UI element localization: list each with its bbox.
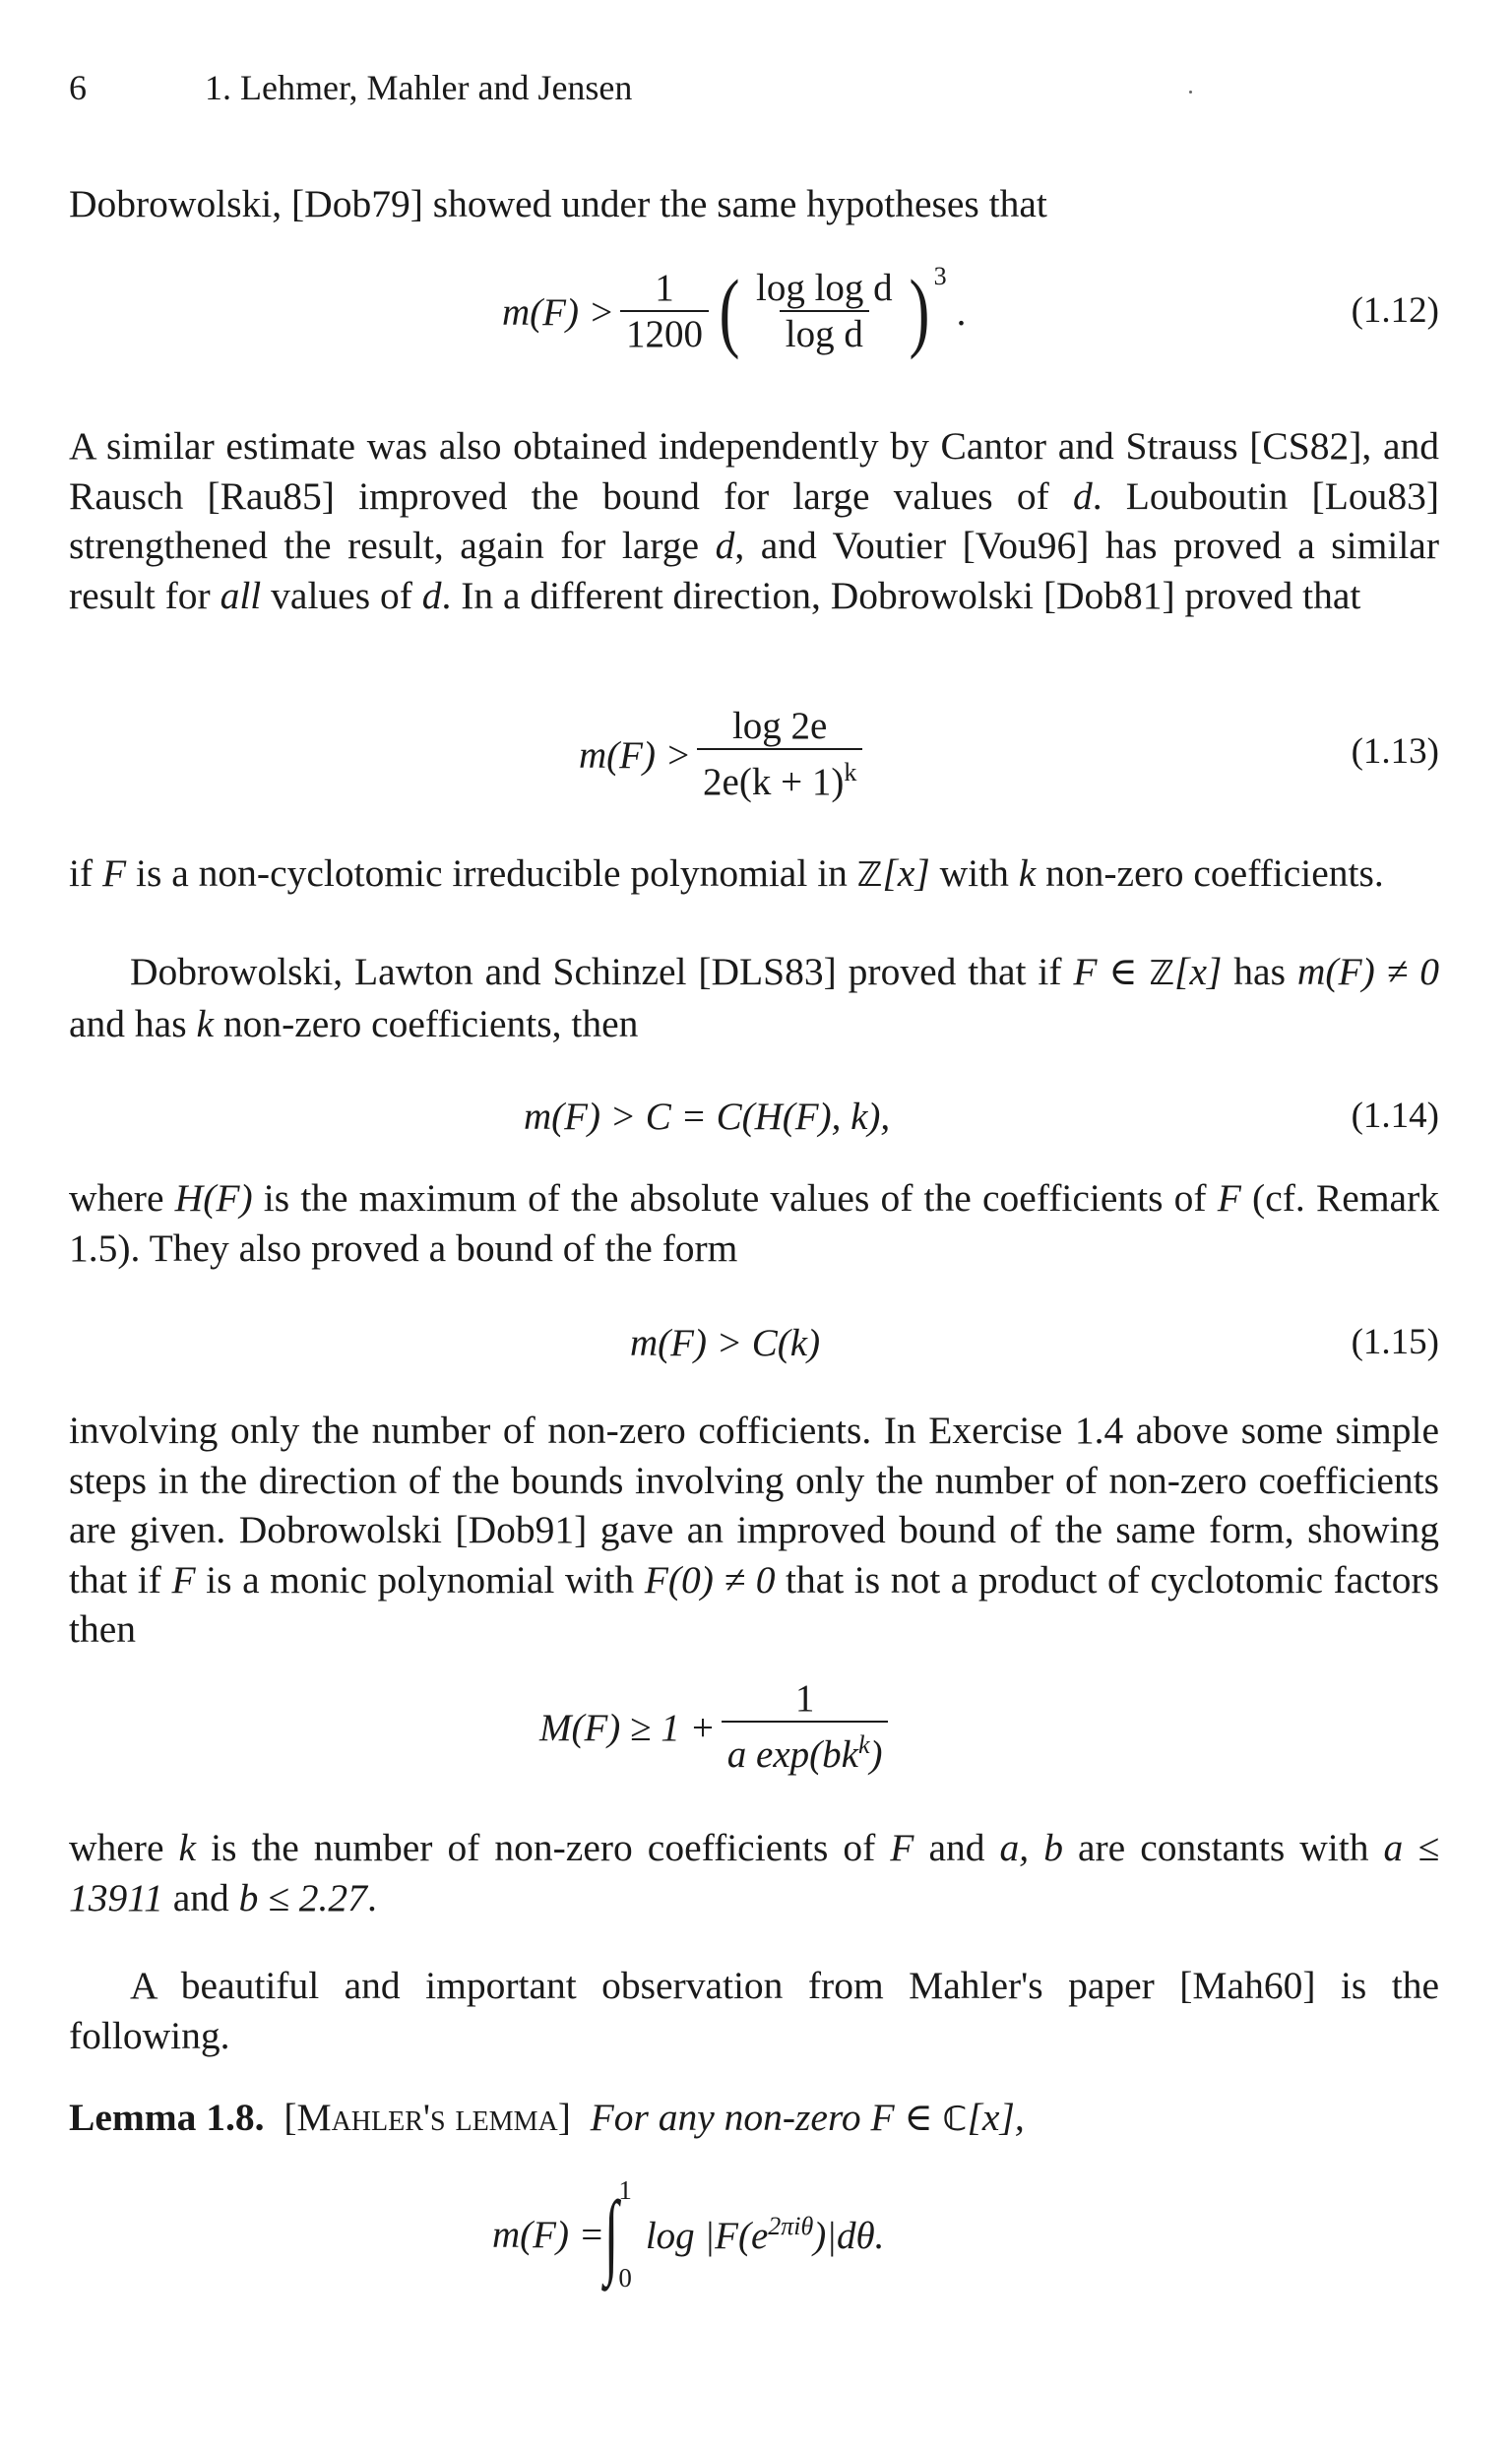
equation-1-14 bbox=[0, 1089, 1512, 1144]
paragraph-4: Dobrowolski, Lawton and Schinzel [DLS83] proved that if F ∈ ℤ[x] has m(F) ≠ 0 and has k non-zero coefficients, then bbox=[69, 950, 1439, 1045]
page-number: 6 bbox=[69, 68, 87, 107]
frac-denominator: $2e(k + 1)^k$ bbox=[697, 748, 862, 805]
frac-numerator: 1 bbox=[655, 267, 674, 309]
paragraph-6: involving only the number of non-zero cofficients. In Exercise 1.4 above some simple steps in the direction of the bounds involving only the number of non-zero coefficients are given. Dobrowolski [Dob91] gave an improved bound of the same form, showing that if F is a monic polynomial with F(0) ≠ 0 that is not a product of cyclotomic factors then bbox=[69, 1409, 1440, 1651]
paragraph-3: if F is a non-cyclotomic irreducible polynomial in ℤ[x] with k non-zero coefficients. bbox=[69, 851, 1384, 895]
eq-lhs: m(F) = bbox=[492, 2213, 605, 2256]
paragraph-2: A similar estimate was also obtained independently by Cantor and Strauss [CS82], and Rausch [Rau85] improved the bound for large values of d. Louboutin [Lou83] strengthened the result, again for large d, and Voutier [Vou96] has proved a similar result for all values of d. In a different direction, Dobrowolski [Dob81] proved that bbox=[69, 424, 1439, 617]
lemma-name: Mahler's lemma bbox=[296, 2096, 558, 2139]
paragraph-8: A beautiful and important observation from Mahler's paper [Mah60] is the following. bbox=[69, 1964, 1439, 2057]
eq-expression: m(F) > C(k) bbox=[630, 1321, 821, 1364]
equation-1-13 bbox=[0, 701, 1512, 809]
frac-numerator: log 2e bbox=[731, 705, 828, 747]
equation-1-15 bbox=[0, 1315, 1512, 1370]
equation-mahler-lemma bbox=[0, 2166, 1512, 2303]
equation-number: (1.13) bbox=[1351, 731, 1439, 772]
eq-inner-fraction bbox=[750, 267, 899, 357]
inner-denominator: log d bbox=[780, 310, 869, 357]
eq-fraction bbox=[697, 705, 862, 805]
right-paren: ) bbox=[909, 263, 930, 360]
eq-fraction bbox=[620, 267, 709, 357]
running-head: 1. Lehmer, Mahler and Jensen bbox=[205, 68, 633, 107]
paragraph-7: where k is the number of non-zero coefficients of F and a, b are constants with a ≤ 13911 and b ≤ 2.27. bbox=[69, 1826, 1439, 1919]
eq-expression: m(F) > C = C(H(F), k), bbox=[524, 1095, 891, 1138]
paragraph-5: where H(F) is the maximum of the absolute values of the coefficients of F (cf. Remark 1.5). They also proved a bound of the form bbox=[69, 1176, 1439, 1270]
eq-exponent: 3 bbox=[933, 262, 947, 290]
eq-fraction bbox=[722, 1677, 889, 1778]
stray-mark bbox=[1189, 91, 1192, 94]
frac-denominator: 1200 bbox=[620, 310, 709, 357]
left-paren: ( bbox=[719, 263, 740, 360]
frac-numerator: 1 bbox=[794, 1677, 815, 1720]
equation-number: (1.14) bbox=[1351, 1096, 1439, 1136]
frac-denominator: a $\exp(bk^k)$ bbox=[722, 1721, 889, 1778]
integral-sign: ∫ bbox=[603, 2181, 619, 2287]
eq-lhs: M(F) ≥ 1 + bbox=[539, 1706, 716, 1749]
eq-lhs: m(F) > bbox=[579, 733, 692, 777]
equation-1-12 bbox=[0, 258, 1512, 366]
lemma-title: Lemma 1.8. bbox=[69, 2096, 265, 2139]
lemma-1-8: Lemma 1.8. [Mahler's lemma] For any non-zero F ∈ ℂ[x], bbox=[69, 2096, 1025, 2139]
equation-number: (1.15) bbox=[1351, 1322, 1439, 1362]
equation-number: (1.12) bbox=[1351, 290, 1439, 331]
paragraph-text: Dobrowolski, [Dob79] showed under the same hypotheses that bbox=[69, 182, 1047, 225]
paragraph-1 bbox=[69, 179, 1439, 229]
inner-numerator: log log d bbox=[756, 267, 893, 309]
equation-mahler-bound bbox=[0, 1673, 1512, 1782]
integral-limits: 1 0 bbox=[618, 2175, 632, 2293]
eq-trail: . bbox=[956, 290, 967, 334]
integrand: $\log |F(e^{2\pi i\theta})|d\theta$. bbox=[645, 2211, 885, 2257]
eq-lhs: m(F) > bbox=[502, 290, 615, 334]
